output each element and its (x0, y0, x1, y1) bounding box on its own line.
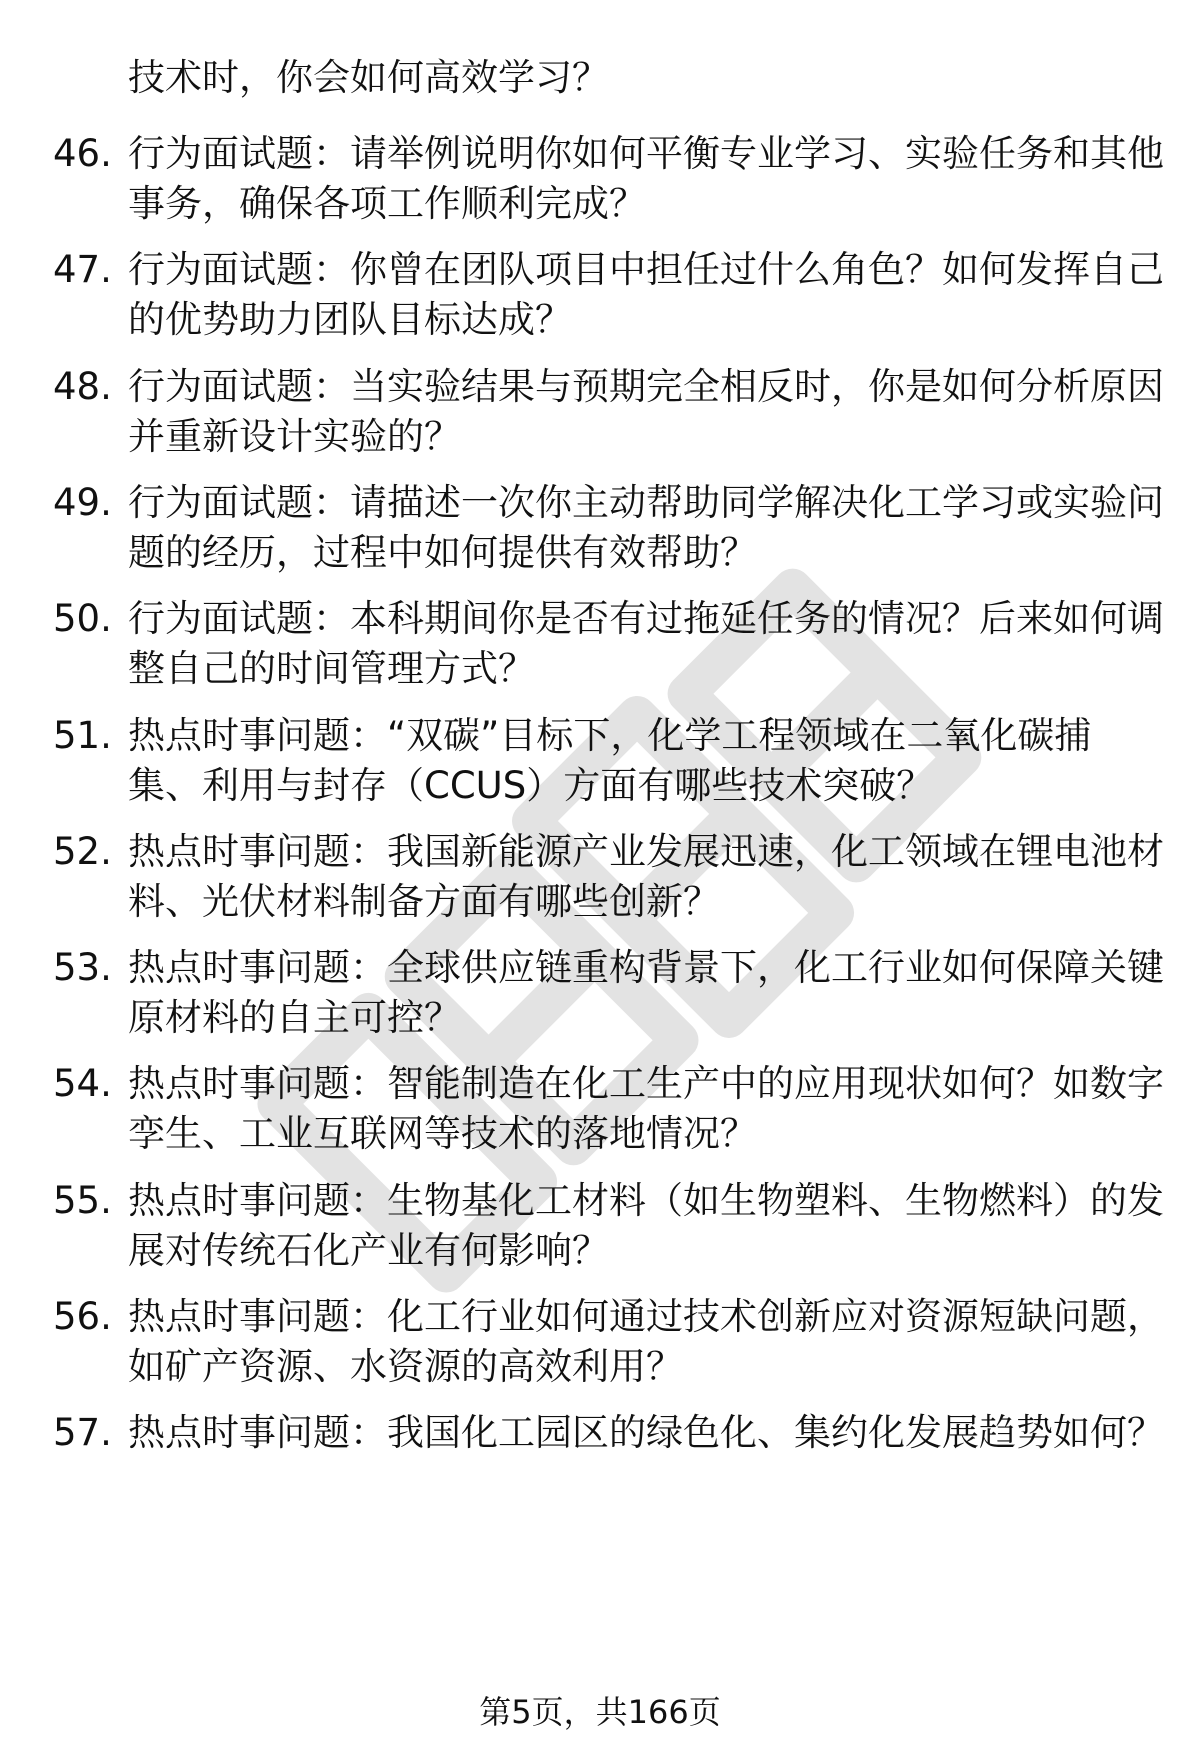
question-text-line: 题的经历，过程中如何提供有效帮助？ (128, 530, 757, 574)
question-number: 57. (53, 1411, 112, 1455)
question-text-line: 孪生、工业互联网等技术的落地情况？ (128, 1112, 757, 1156)
question-text-line: 的优势助力团队目标达成？ (128, 298, 572, 342)
question-number: 53. (53, 946, 112, 990)
question-text-line: 行为面试题：当实验结果与预期完全相反时，你是如何分析原因 (128, 364, 1164, 408)
question-text-line: 技术时，你会如何高效学习？ (128, 56, 609, 99)
question-text-line: 热点时事问题：全球供应链重构背景下，化工行业如何保障关键 (128, 946, 1164, 990)
question-number: 56. (53, 1295, 112, 1338)
question-text-line: 热点时事问题：我国化工园区的绿色化、集约化发展趋势如何？ (128, 1411, 1164, 1455)
question-number: 47. (53, 248, 112, 292)
question-text-line: 热点时事问题：我国新能源产业发展迅速，化工领域在锂电池材 (128, 829, 1164, 873)
question-text-line: 整自己的时间管理方式？ (128, 647, 535, 691)
question-number: 49. (53, 480, 112, 524)
question-number: 55. (53, 1178, 112, 1222)
question-text-line: 热点时事问题：化工行业如何通过技术创新应对资源短缺问题， (128, 1295, 1164, 1338)
question-number: 51. (53, 713, 112, 757)
question-text-line: 热点时事问题：智能制造在化工生产中的应用现状如何？如数字 (128, 1062, 1164, 1106)
question-text-line: 行为面试题：本科期间你是否有过拖延任务的情况？后来如何调 (128, 597, 1164, 641)
question-text-line: 事务，确保各项工作顺利完成？ (128, 182, 646, 225)
question-text-line: 料、光伏材料制备方面有哪些创新？ (128, 879, 720, 923)
question-text-line: 热点时事问题：“双碳”目标下，化学工程领域在二氧化碳捕 (128, 713, 1092, 757)
question-text-line: 集、利用与封存（CCUS）方面有哪些技术突破？ (128, 763, 934, 807)
question-number: 50. (53, 597, 112, 641)
question-text-line: 行为面试题：请举例说明你如何平衡专业学习、实验任务和其他 (128, 132, 1164, 175)
question-number: 48. (53, 364, 112, 408)
question-number: 54. (53, 1062, 112, 1106)
question-text-line: 行为面试题：请描述一次你主动帮助同学解决化工学习或实验问 (128, 480, 1164, 524)
question-text-line: 热点时事问题：生物基化工材料（如生物塑料、生物燃料）的发 (128, 1178, 1164, 1222)
question-text-line: 并重新设计实验的？ (128, 414, 461, 458)
question-text-line: 展对传统石化产业有何影响？ (128, 1228, 609, 1272)
question-number: 52. (53, 829, 112, 873)
question-number: 46. (53, 132, 112, 175)
question-text-line: 如矿产资源、水资源的高效利用？ (128, 1345, 683, 1388)
page-footer: 第5页，共166页 (479, 1693, 721, 1731)
question-text-line: 行为面试题：你曾在团队项目中担任过什么角色？如何发挥自己 (128, 248, 1164, 292)
question-text-line: 原材料的自主可控？ (128, 996, 461, 1040)
